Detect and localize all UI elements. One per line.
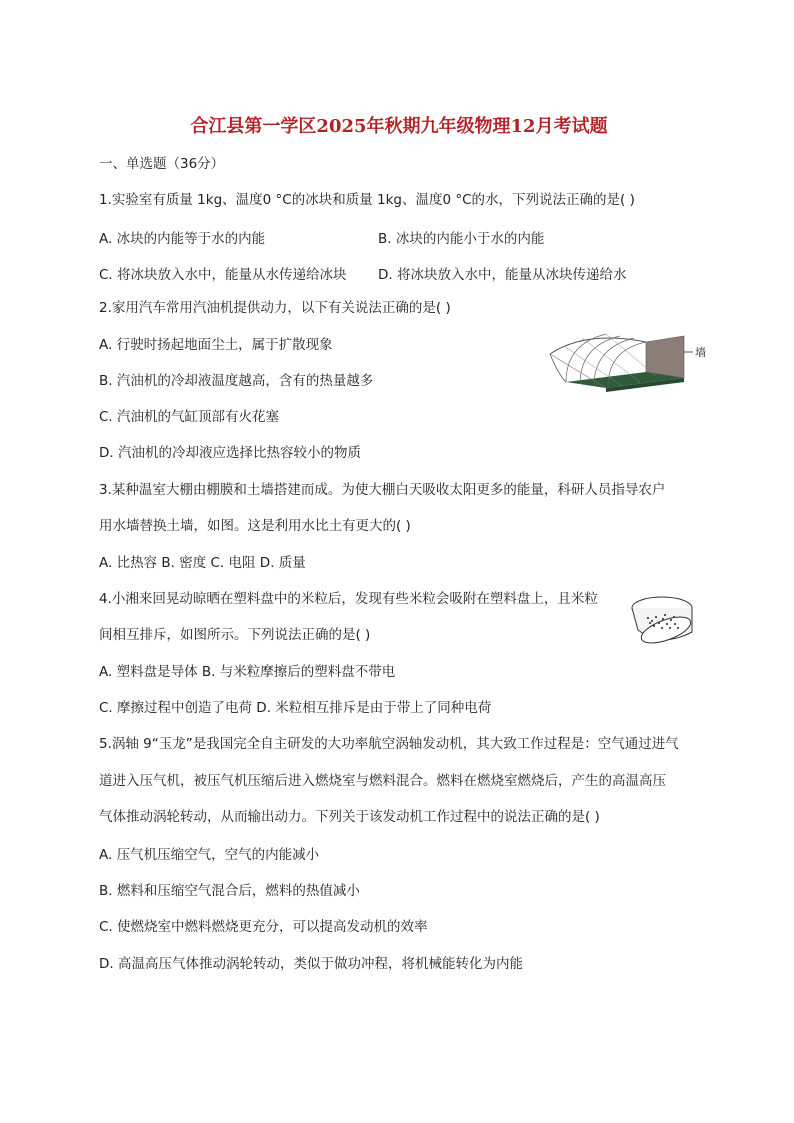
question-5-option-a: A. 压气机压缩空气，空气的内能减小 bbox=[99, 847, 320, 863]
question-1-option-d: D. 将冰块放入水中，能量从冰块传递给水 bbox=[378, 267, 627, 283]
greenhouse-diagram bbox=[546, 324, 716, 392]
question-5-stem-line-2: 道进入压气机，被压气机压缩后进入燃烧室与燃料混合。燃料在燃烧室燃烧后，产生的高温高压 bbox=[99, 773, 666, 789]
question-4-stem-line-1: 4.小湘来回晃动晾晒在塑料盘中的米粒后，发现有些米粒会吸附在塑料盘上，且米粒 bbox=[99, 591, 598, 607]
question-2-stem: 2.家用汽车常用汽油机提供动力，以下有关说法正确的是( ) bbox=[99, 300, 451, 316]
section-heading: 一、单选题（36分） bbox=[99, 156, 225, 172]
question-1-option-c: C. 将冰块放入水中，能量从水传递给冰块 bbox=[99, 267, 347, 283]
question-5-option-d: D. 高温高压气体推动涡轮转动，类似于做功冲程，将机械能转化为内能 bbox=[99, 956, 523, 972]
question-3-stem-line-2: 用水墙替换土墙，如图。这是利用水比土有更大的( ) bbox=[99, 518, 411, 534]
question-5-stem-line-3: 气体推动涡轮转动，从而输出动力。下列关于该发动机工作过程中的说法正确的是( ) bbox=[99, 809, 600, 825]
question-5-stem-line-1: 5.涡轴 9“玉龙”是我国完全自主研发的大功率航空涡轴发动机，其大致工作过程是：空气通过进气 bbox=[99, 736, 679, 752]
question-3-stem-line-1: 3.某种温室大棚由棚膜和土墙搭建而成。为使大棚白天吸收太阳更多的能量，科研人员指导农户 bbox=[99, 482, 666, 498]
question-4-stem-line-2: 间相互排斥，如图所示。下列说法正确的是( ) bbox=[99, 627, 371, 643]
question-2-option-c: C. 汽油机的气缸顶部有火花塞 bbox=[99, 409, 280, 425]
question-5-option-c: C. 使燃烧室中燃料燃烧更充分，可以提高发动机的效率 bbox=[99, 919, 428, 935]
question-4-options-line-1: A. 塑料盘是导体 B. 与米粒摩擦后的塑料盘不带电 bbox=[99, 664, 396, 680]
greenhouse-figure bbox=[546, 324, 716, 392]
plastic-tray-diagram bbox=[626, 590, 702, 650]
question-2-option-d: D. 汽油机的冷却液应选择比热容较小的物质 bbox=[99, 445, 361, 461]
question-4-options-line-2: C. 摩擦过程中创造了电荷 D. 米粒相互排斥是由于带上了同种电荷 bbox=[99, 700, 492, 716]
question-3-options: A. 比热容 B. 密度 C. 电阻 D. 质量 bbox=[99, 555, 306, 571]
question-1-stem: 1.实验室有质量 1kg、温度0 °C的冰块和质量 1kg、温度0 °C的水，下列说法正确的是( ) bbox=[99, 192, 635, 208]
plastic-tray-figure bbox=[626, 590, 702, 650]
question-1-option-b: B. 冰块的内能小于水的内能 bbox=[378, 231, 545, 247]
page-title: 合江县第一学区2025年秋期九年级物理12月考试题 bbox=[190, 116, 608, 137]
question-2-option-a: A. 行驶时扬起地面尘土，属于扩散现象 bbox=[99, 337, 333, 353]
wall-label: 墙 bbox=[695, 346, 706, 359]
question-1-option-a: A. 冰块的内能等于水的内能 bbox=[99, 231, 266, 247]
question-2-option-b: B. 汽油机的冷却液温度越高，含有的热量越多 bbox=[99, 373, 374, 389]
question-5-option-b: B. 燃料和压缩空气混合后，燃料的热值减小 bbox=[99, 883, 360, 899]
